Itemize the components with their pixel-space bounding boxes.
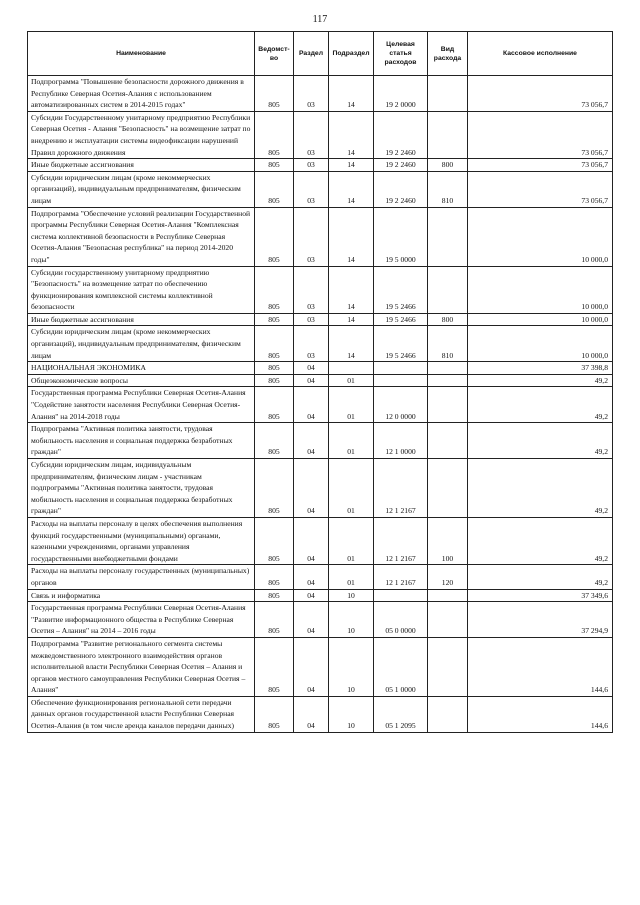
cell-section: 04 [294, 459, 329, 518]
header-amount: Кассовое исполнение [468, 32, 613, 76]
cell-amount: 49,2 [468, 387, 613, 423]
cell-exp-type [428, 602, 468, 638]
cell-section: 04 [294, 637, 329, 696]
cell-subsection: 01 [329, 459, 374, 518]
cell-name: Государственная программа Республики Северная Осетия-Алания "Развитие информационного общества в Республике Северная Осетия – Алания" на 2014 – 2016 годы [28, 602, 255, 638]
cell-section: 04 [294, 362, 329, 375]
cell-name: Расходы на выплаты персоналу государственных (муниципальных) органов [28, 565, 255, 589]
header-dept: Ведомст-во [255, 32, 294, 76]
cell-amount: 73 056,7 [468, 76, 613, 112]
cell-subsection: 14 [329, 266, 374, 313]
cell-exp-type: 810 [428, 171, 468, 207]
cell-exp-type: 800 [428, 313, 468, 326]
cell-subsection: 10 [329, 696, 374, 732]
cell-dept: 805 [255, 565, 294, 589]
cell-amount: 49,2 [468, 565, 613, 589]
cell-target: 19 5 2466 [374, 266, 428, 313]
cell-target [374, 374, 428, 387]
cell-amount: 10 000,0 [468, 207, 613, 266]
table-row [28, 266, 613, 313]
cell-amount: 10 000,0 [468, 266, 613, 313]
cell-exp-type [428, 207, 468, 266]
cell-dept: 805 [255, 76, 294, 112]
cell-target [374, 589, 428, 602]
table-row [28, 171, 613, 207]
cell-name: Субсидии юридическим лицам (кроме некоммерческих организаций), индивидуальным предпринимателям, физическим лицам [28, 326, 255, 362]
table-row [28, 313, 613, 326]
cell-target: 19 2 2460 [374, 171, 428, 207]
cell-name: Субсидии государственному унитарному предприятию "Безопасность" на возмещение затрат по обеспечению функционирования комплексной системы коллективной безопасности [28, 266, 255, 313]
cell-amount: 49,2 [468, 423, 613, 459]
cell-target: 19 2 2460 [374, 111, 428, 158]
cell-exp-type [428, 374, 468, 387]
cell-section: 03 [294, 159, 329, 172]
cell-name: Общеэкономические вопросы [28, 374, 255, 387]
header-section: Раздел [294, 32, 329, 76]
cell-name: Субсидии Государственному унитарному предприятию Республики Северная Осетия - Алания "Безопасность" на возмещение затрат по внедрению и эксплуатации системы видеофиксации нарушений Правил дорожного движения [28, 111, 255, 158]
cell-amount: 73 056,7 [468, 159, 613, 172]
cell-dept: 805 [255, 423, 294, 459]
cell-section: 03 [294, 171, 329, 207]
cell-amount: 73 056,7 [468, 171, 613, 207]
cell-section: 04 [294, 374, 329, 387]
cell-amount: 73 056,7 [468, 111, 613, 158]
table-row [28, 111, 613, 158]
table-row [28, 207, 613, 266]
table-row [28, 602, 613, 638]
cell-name: Обеспечение функционирования региональной сети передачи данных органов государственной власти Республики Северная Осетия-Алания (в том числе аренда каналов передачи данных) [28, 696, 255, 732]
cell-dept: 805 [255, 589, 294, 602]
cell-target [374, 362, 428, 375]
cell-exp-type: 100 [428, 517, 468, 564]
cell-subsection: 10 [329, 589, 374, 602]
cell-name: Связь и информатика [28, 589, 255, 602]
cell-dept: 805 [255, 326, 294, 362]
cell-subsection: 01 [329, 565, 374, 589]
cell-exp-type: 120 [428, 565, 468, 589]
table-body [28, 76, 613, 733]
cell-section: 04 [294, 602, 329, 638]
header-target: Целевая статья расходов [374, 32, 428, 76]
table-header-row [28, 32, 613, 76]
cell-dept: 805 [255, 266, 294, 313]
cell-subsection: 10 [329, 602, 374, 638]
table-row [28, 362, 613, 375]
cell-dept: 805 [255, 111, 294, 158]
cell-target: 19 5 0000 [374, 207, 428, 266]
cell-exp-type [428, 76, 468, 112]
cell-target: 19 2 0000 [374, 76, 428, 112]
cell-name: Расходы на выплаты персоналу в целях обеспечения выполнения функций государственными (муниципальными) органами, казенными учреждениями, органами управления государственными внебюджетными фондами [28, 517, 255, 564]
header-subsection: Подраздел [329, 32, 374, 76]
cell-dept: 805 [255, 696, 294, 732]
cell-exp-type: 810 [428, 326, 468, 362]
cell-exp-type [428, 696, 468, 732]
cell-amount: 10 000,0 [468, 326, 613, 362]
cell-subsection: 01 [329, 374, 374, 387]
cell-subsection: 01 [329, 517, 374, 564]
cell-exp-type [428, 387, 468, 423]
cell-target: 05 0 0000 [374, 602, 428, 638]
header-name: Наименование [28, 32, 255, 76]
cell-target: 12 1 2167 [374, 517, 428, 564]
cell-exp-type [428, 362, 468, 375]
cell-subsection: 10 [329, 637, 374, 696]
table-row [28, 374, 613, 387]
cell-dept: 805 [255, 313, 294, 326]
cell-section: 04 [294, 589, 329, 602]
cell-target: 12 0 0000 [374, 387, 428, 423]
cell-name: НАЦИОНАЛЬНАЯ ЭКОНОМИКА [28, 362, 255, 375]
cell-section: 04 [294, 387, 329, 423]
table-row [28, 76, 613, 112]
cell-exp-type [428, 589, 468, 602]
cell-target: 12 1 2167 [374, 459, 428, 518]
cell-exp-type [428, 423, 468, 459]
table-row [28, 637, 613, 696]
cell-subsection: 14 [329, 159, 374, 172]
cell-dept: 805 [255, 387, 294, 423]
table-row [28, 459, 613, 518]
cell-section: 04 [294, 517, 329, 564]
table-row [28, 696, 613, 732]
cell-name: Подпрограмма "Развитие регионального сегмента системы межведомственного электронного взаимодействия органов исполнительной власти Республики Северная Осетия – Алания и органов местного самоуправления Республики Северная Осетия – Алания" [28, 637, 255, 696]
cell-amount: 49,2 [468, 374, 613, 387]
cell-section: 04 [294, 423, 329, 459]
cell-amount: 49,2 [468, 517, 613, 564]
cell-amount: 144,6 [468, 696, 613, 732]
cell-amount: 10 000,0 [468, 313, 613, 326]
cell-amount: 49,2 [468, 459, 613, 518]
cell-subsection: 14 [329, 171, 374, 207]
cell-subsection: 14 [329, 326, 374, 362]
cell-dept: 805 [255, 362, 294, 375]
cell-name: Иные бюджетные ассигнования [28, 159, 255, 172]
cell-exp-type [428, 459, 468, 518]
cell-section: 03 [294, 111, 329, 158]
cell-exp-type [428, 111, 468, 158]
cell-exp-type [428, 637, 468, 696]
cell-section: 04 [294, 696, 329, 732]
cell-name: Подпрограмма "Повышение безопасности дорожного движения в Республике Северная Осетия-Алания с использованием автоматизированных систем в 2014-2015 годах" [28, 76, 255, 112]
page-number: 117 [312, 14, 328, 25]
table-row [28, 565, 613, 589]
cell-target: 05 1 0000 [374, 637, 428, 696]
cell-name: Государственная программа Республики Северная Осетия-Алания "Содействие занятости населения Республики Северная Осетия-Алания" на 2014-2018 годы [28, 387, 255, 423]
cell-subsection: 01 [329, 387, 374, 423]
cell-dept: 805 [255, 159, 294, 172]
cell-dept: 805 [255, 374, 294, 387]
cell-target: 12 1 2167 [374, 565, 428, 589]
cell-amount: 37 294,9 [468, 602, 613, 638]
cell-name: Иные бюджетные ассигнования [28, 313, 255, 326]
cell-amount: 144,6 [468, 637, 613, 696]
cell-dept: 805 [255, 602, 294, 638]
cell-dept: 805 [255, 637, 294, 696]
cell-amount: 37 349,6 [468, 589, 613, 602]
cell-dept: 805 [255, 459, 294, 518]
cell-dept: 805 [255, 171, 294, 207]
budget-table [27, 31, 613, 733]
cell-target: 19 2 2460 [374, 159, 428, 172]
table-row [28, 589, 613, 602]
cell-subsection: 14 [329, 207, 374, 266]
cell-subsection: 01 [329, 423, 374, 459]
cell-amount: 37 398,8 [468, 362, 613, 375]
table-row [28, 517, 613, 564]
cell-name: Подпрограмма "Активная политика занятости, трудовая мобильность населения и социальная поддержка безработных граждан" [28, 423, 255, 459]
cell-target: 05 1 2095 [374, 696, 428, 732]
cell-name: Субсидии юридическим лицам, индивидуальным предпринимателям, физическим лицам - участникам подпрограммы "Активная политика занятости, трудовая мобильность населения и социальная поддержка безработных граждан" [28, 459, 255, 518]
cell-section: 03 [294, 76, 329, 112]
cell-dept: 805 [255, 207, 294, 266]
cell-section: 03 [294, 266, 329, 313]
cell-section: 03 [294, 326, 329, 362]
cell-name: Подпрограмма "Обеспечение условий реализации Государственной программы Республики Северная Осетия-Алания "Комплексная система коллективной безопасности в Республике Северная Осетия-Алания "Безопасная республика" на период 2014-2020 годы" [28, 207, 255, 266]
cell-dept: 805 [255, 517, 294, 564]
table-row [28, 326, 613, 362]
header-exp-type: Вид расхода [428, 32, 468, 76]
cell-name: Субсидии юридическим лицам (кроме некоммерческих организаций), индивидуальным предпринимателям, физическим лицам [28, 171, 255, 207]
cell-target: 19 5 2466 [374, 313, 428, 326]
cell-target: 19 5 2466 [374, 326, 428, 362]
cell-exp-type: 800 [428, 159, 468, 172]
table-row [28, 423, 613, 459]
cell-subsection: 14 [329, 111, 374, 158]
table-row [28, 387, 613, 423]
cell-subsection: 14 [329, 76, 374, 112]
cell-section: 03 [294, 207, 329, 266]
cell-exp-type [428, 266, 468, 313]
cell-target: 12 1 0000 [374, 423, 428, 459]
cell-section: 04 [294, 565, 329, 589]
cell-subsection: 14 [329, 313, 374, 326]
table-row [28, 159, 613, 172]
cell-subsection [329, 362, 374, 375]
cell-section: 03 [294, 313, 329, 326]
